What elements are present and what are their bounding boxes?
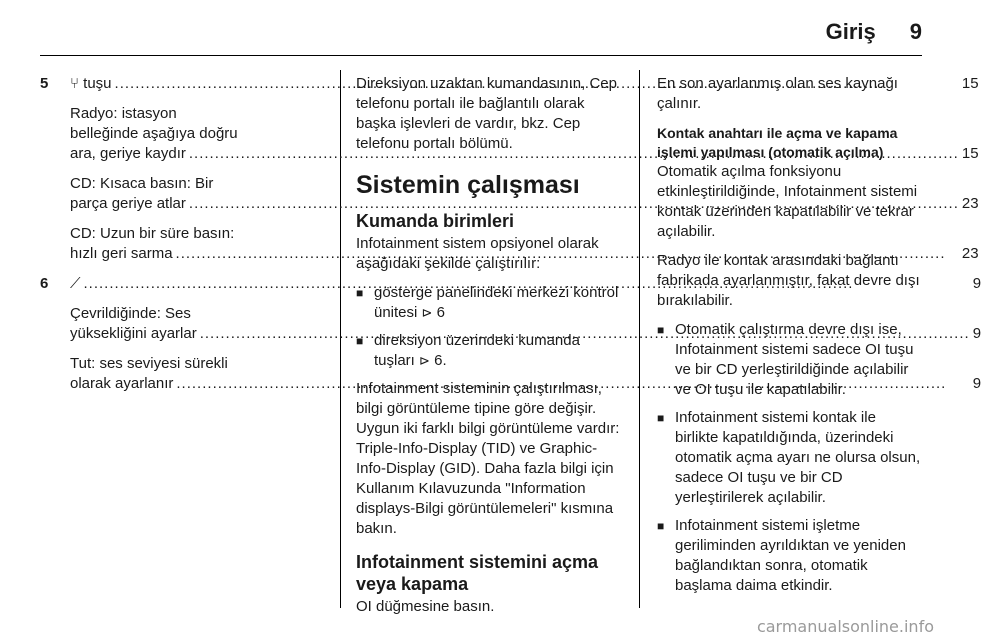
entry-number: 5 [40,75,49,92]
toc-label: hızlı geri sarma [70,245,173,262]
bullet-list [657,320,922,596]
ref-arrow-icon: ⊳ [419,353,430,368]
column-3 [657,74,922,604]
bullet-list [356,283,624,371]
ref-arrow-icon: ⊳ [421,305,433,320]
toc-label: ⑂ tuşu [70,75,112,92]
toc-label: parça geriye atlar [70,195,186,212]
toc-page: 9 [972,375,981,392]
body-paragraph: Infotainment sistem opsiyonel olarak aşağıdaki şekilde çalıştırılır: [356,235,599,272]
bullet-ref: 6. [434,352,447,369]
list-item: ■ Infotainment sistemi kontak ile birlikte kapatıldığında, üzerindeki otomatik açma ayarı ne olursa olsun, sadece OI tuşu ve bir CD yerleştirilerek açılabilir. [657,408,922,508]
list-item: ■ Infotainment sistemi işletme geriliminden ayrıldıktan ve yeniden bağlandıktan sonra, otomatik başlama daima etkindir. [657,516,922,596]
toc-pre: CD: Uzun bir süre basın: [70,225,235,242]
body-paragraph: Radyo ile kontak arasındaki bağlantı fabrikada ayarlanmıştır, fakat devre dışı bırakılabilir. [657,252,920,309]
intro-paragraph: Direksiyon uzaktan kumandasının, Cep telefonu portalı ile bağlantılı olarak başka işlevleri de vardır, bkz. Cep telefonu portalı bölümü. [356,75,617,152]
toc-page: 9 [972,275,981,292]
bold-heading: Kontak anahtarı ile açma ve kapama işlemi yapılması (otomatik açılma) [657,125,898,160]
toc-page: 23 [961,195,979,212]
toc-pre: belleğinde aşağıya doğru [70,125,238,142]
toc-pre: Radyo: istasyon [70,105,177,122]
toc-page: 9 [972,325,981,342]
bullet-text: direksiyon üzerindeki kumanda tuşları [374,332,580,369]
toc-label: ara, geriye kaydır [70,145,186,162]
volume-knob-icon: ⟋ [70,275,81,292]
entry-number: 6 [40,275,49,292]
toc-pre: CD: Kısaca basın: Bir [70,175,214,192]
body-paragraph: Otomatik açılma fonksiyonu etkinleştirildiğinde, Infotainment sistemi kontak üzerinden kapatılabilir ve tekrar açılabilir. [657,163,918,240]
section-title: Sistemin çalışması [356,171,580,199]
bullet-text: gösterge panelindeki merkezi kontrol ünitesi [374,284,619,321]
toc-page: 23 [961,245,979,262]
toc-page: 15 [961,145,979,162]
bullet-ref: 6 [436,304,445,321]
page-number: 9 [909,19,922,44]
page-title: Giriş [825,19,876,44]
body-paragraph: Infotainment sisteminin çalıştırılması, bilgi görüntüleme tipine göre değişir. Uygun iki farklı bilgi görüntüleme vardır: Triple-Info-Display (TID) ve Graphic-Info-Display (GID). Daha fazla bilgi için Kullanım Kılavuzunda "Information displays-Bilgi görüntülemeleri" kısmına bakın. [356,380,620,537]
column-2 [356,74,624,626]
intro-paragraph: En son ayarlanmış olan ses kaynağı çalınır. [657,75,898,112]
toc-page: 15 [961,75,979,92]
page-header [0,14,922,50]
watermark-text: carmanualsonline.info [756,617,934,636]
subsection-title: Infotainment sistemini açma veya kapama [356,552,599,594]
subsection-title: Kumanda birimleri [356,211,515,231]
toc-pre: Çevrildiğinde: Ses [70,305,191,322]
toc-label: yüksekliğini ayarlar [70,325,197,342]
toc-pre: Tut: ses seviyesi sürekli [70,355,228,372]
list-item [356,331,624,371]
list-item: ■ Otomatik çalıştırma devre dışı ise, Infotainment sistemi sadece OI tuşu ve bir CD yerleştirildiğinde açılabilir ve OI tuşu ile kapatılabilir. [657,320,922,400]
toc-label: olarak ayarlanır [70,375,174,392]
body-paragraph: OI düğmesine basın. [356,598,495,615]
header-rule [40,55,922,56]
list-item [356,283,624,323]
